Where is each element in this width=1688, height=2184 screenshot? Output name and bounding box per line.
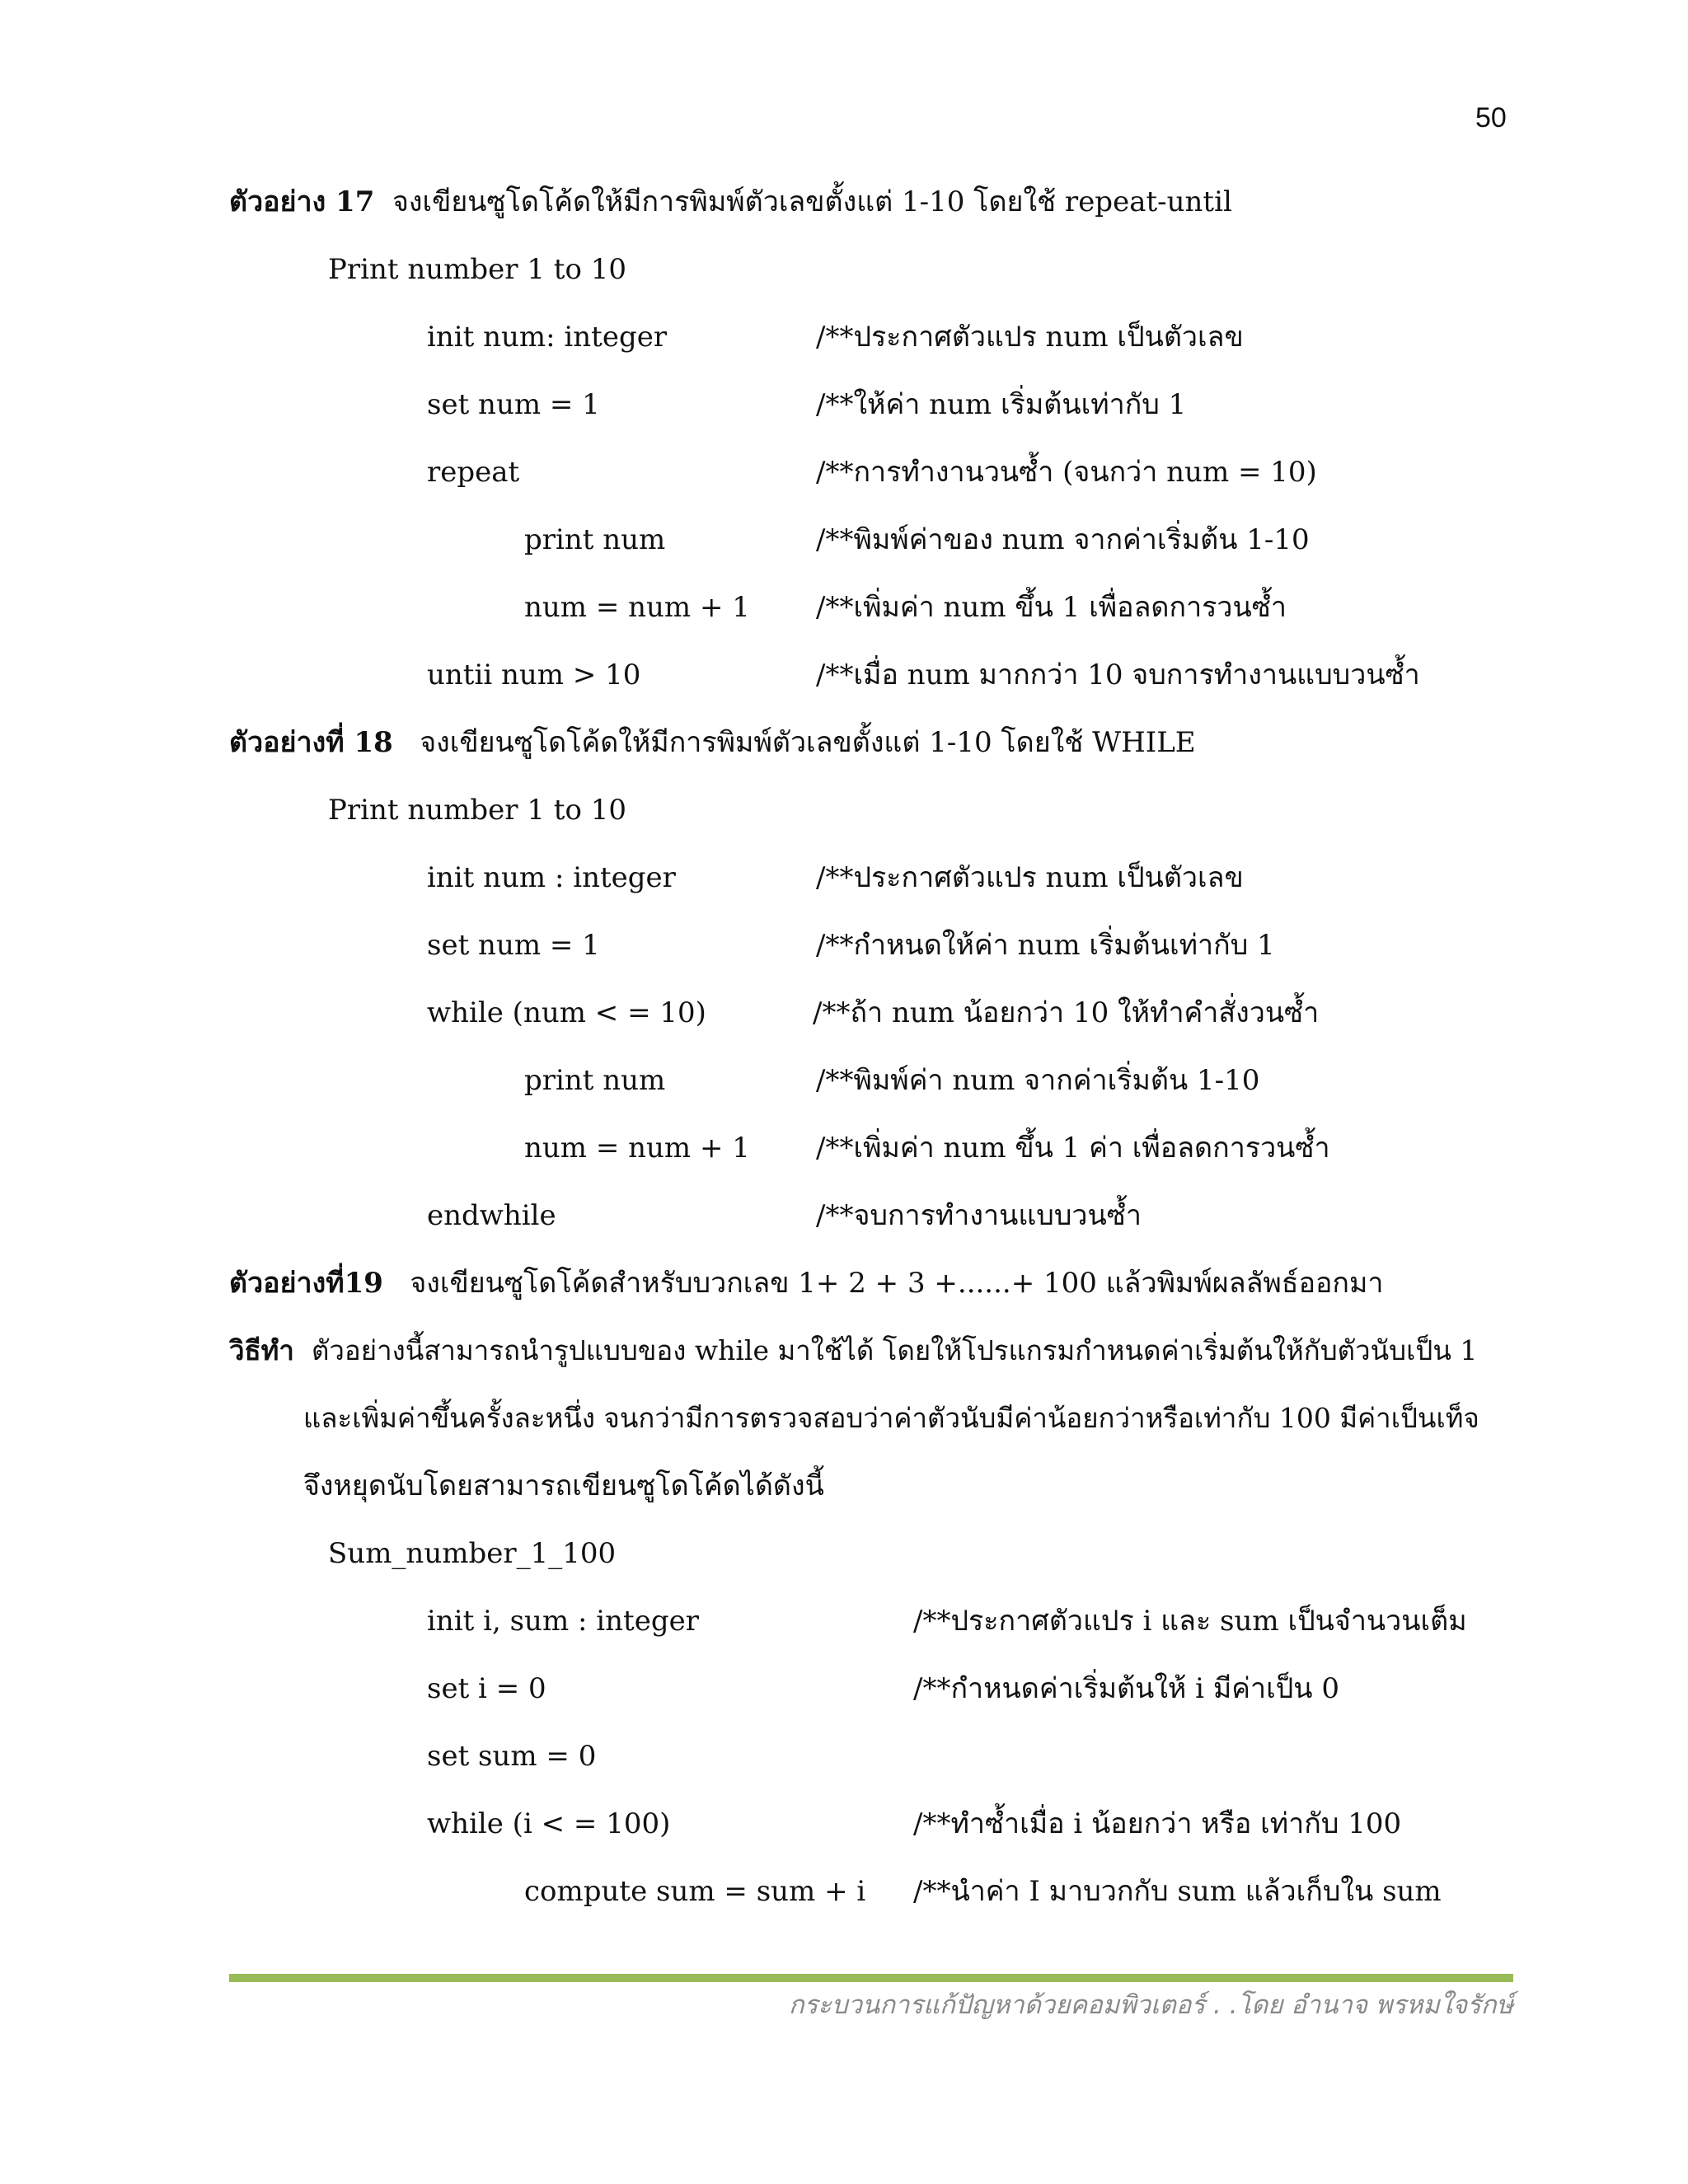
footer-text: กระบวนการแก้ปัญหาด้วยคอมพิวเตอร์ . .โดย อำนาจ พรหมใจรักษ์ [788, 1990, 1513, 2020]
code-comment: /**เพิ่มค่า num ขึ้น 1 เพื่อลดการวนซ้ำ [816, 591, 1287, 624]
code-line: while (i < = 100) [427, 1807, 671, 1840]
code-line: endwhile [427, 1199, 556, 1232]
example-17-label: ตัวอย่าง 17 [229, 185, 375, 218]
code-line: set sum = 0 [427, 1740, 597, 1773]
code-comment: /**พิมพ์ค่าของ num จากค่าเริ่มต้น 1-10 [816, 523, 1310, 556]
code-comment: /**ถ้า num น้อยกว่า 10 ให้ทำคำสั่งวนซ้ำ [813, 996, 1320, 1029]
code-line: init num : integer [427, 861, 676, 894]
code-line: print num [524, 1064, 666, 1097]
code-comment: /**เพิ่มค่า num ขึ้น 1 ค่า เพื่อลดการวนซ้ำ [816, 1132, 1330, 1165]
example-19-text: จงเขียนซูโดโค้ดสำหรับบวกเลข 1+ 2 + 3 +......+ 100 แล้วพิมพ์ผลลัพธ์ออกมา [410, 1267, 1384, 1300]
example-18-text: จงเขียนซูโดโค้ดให้มีการพิมพ์ตัวเลขตั้งแต่ 1-10 โดยใช้ WHILE [420, 726, 1196, 759]
code-comment: /**นำค่า I มาบวกกับ sum แล้วเก็บใน sum [913, 1875, 1442, 1908]
footer-rule [229, 1974, 1513, 1982]
code-line: compute sum = sum + i [524, 1875, 866, 1908]
code-comment: /**ประกาศตัวแปร num เป็นตัวเลข [816, 861, 1244, 894]
example-19-heading [229, 1267, 1384, 1300]
code-line: init num: integer [427, 321, 668, 354]
code-comment: /**ให้ค่า num เริ่มต้นเท่ากับ 1 [816, 388, 1187, 421]
example-17-heading [229, 185, 1232, 218]
code-line: repeat [427, 456, 520, 489]
code-comment: /**การทำงานวนซ้ำ (จนกว่า num = 10) [816, 456, 1317, 489]
code-comment: /**ประกาศตัวแปร i และ sum เป็นจำนวนเต็ม [913, 1605, 1467, 1638]
method-paragraph [229, 1334, 1478, 1366]
page-number: 50 [1475, 102, 1507, 134]
code-line: num = num + 1 [524, 1132, 750, 1165]
example-18-label: ตัวอย่างที่ 18 [229, 726, 393, 759]
code-comment: /**พิมพ์ค่า num จากค่าเริ่มต้น 1-10 [816, 1064, 1260, 1097]
example-17-title: Print number 1 to 10 [328, 253, 626, 286]
example-19-title: Sum_number_1_100 [328, 1537, 617, 1570]
code-comment: /**กำหนดค่าเริ่มต้นให้ i มีค่าเป็น 0 [913, 1672, 1339, 1705]
code-comment: /**กำหนดให้ค่า num เริ่มต้นเท่ากับ 1 [816, 929, 1275, 962]
code-line: untii num > 10 [427, 658, 641, 691]
example-17-text: จงเขียนซูโดโค้ดให้มีการพิมพ์ตัวเลขตั้งแต่ 1-10 โดยใช้ repeat-until [392, 185, 1232, 218]
code-comment: /**ทำซ้ำเมื่อ i น้อยกว่า หรือ เท่ากับ 100 [913, 1807, 1402, 1840]
code-comment: /**จบการทำงานแบบวนซ้ำ [816, 1199, 1142, 1232]
code-line: set i = 0 [427, 1672, 546, 1705]
example-19-label: ตัวอย่างที่19 [229, 1267, 383, 1300]
code-line: init i, sum : integer [427, 1605, 699, 1638]
method-line-1: ตัวอย่างนี้สามารถนำรูปแบบของ while มาใช้ได้ โดยให้โปรแกรมกำหนดค่าเริ่มต้นให้กับตัวนับเป็น 1 [311, 1334, 1478, 1366]
example-18-title: Print number 1 to 10 [328, 794, 626, 827]
example-18-heading [229, 726, 1196, 759]
code-comment: /**ประกาศตัวแปร num เป็นตัวเลข [816, 321, 1244, 354]
method-line-3: จึงหยุดนับโดยสามารถเขียนซูโดโค้ดได้ดังนี้ [303, 1469, 824, 1502]
code-line: num = num + 1 [524, 591, 750, 624]
code-line: set num = 1 [427, 388, 600, 421]
code-line: set num = 1 [427, 929, 600, 962]
method-line-2: และเพิ่มค่าขึ้นครั้งละหนึ่ง จนกว่ามีการตรวจสอบว่าค่าตัวนับมีค่าน้อยกว่าหรือเท่ากับ 100 มีค่าเป็นเท็จ [303, 1402, 1479, 1434]
code-line: print num [524, 523, 666, 556]
code-comment: /**เมื่อ num มากกว่า 10 จบการทำงานแบบวนซ้ำ [816, 658, 1420, 691]
code-line: while (num < = 10) [427, 996, 706, 1029]
method-label: วิธีทำ [229, 1334, 294, 1366]
